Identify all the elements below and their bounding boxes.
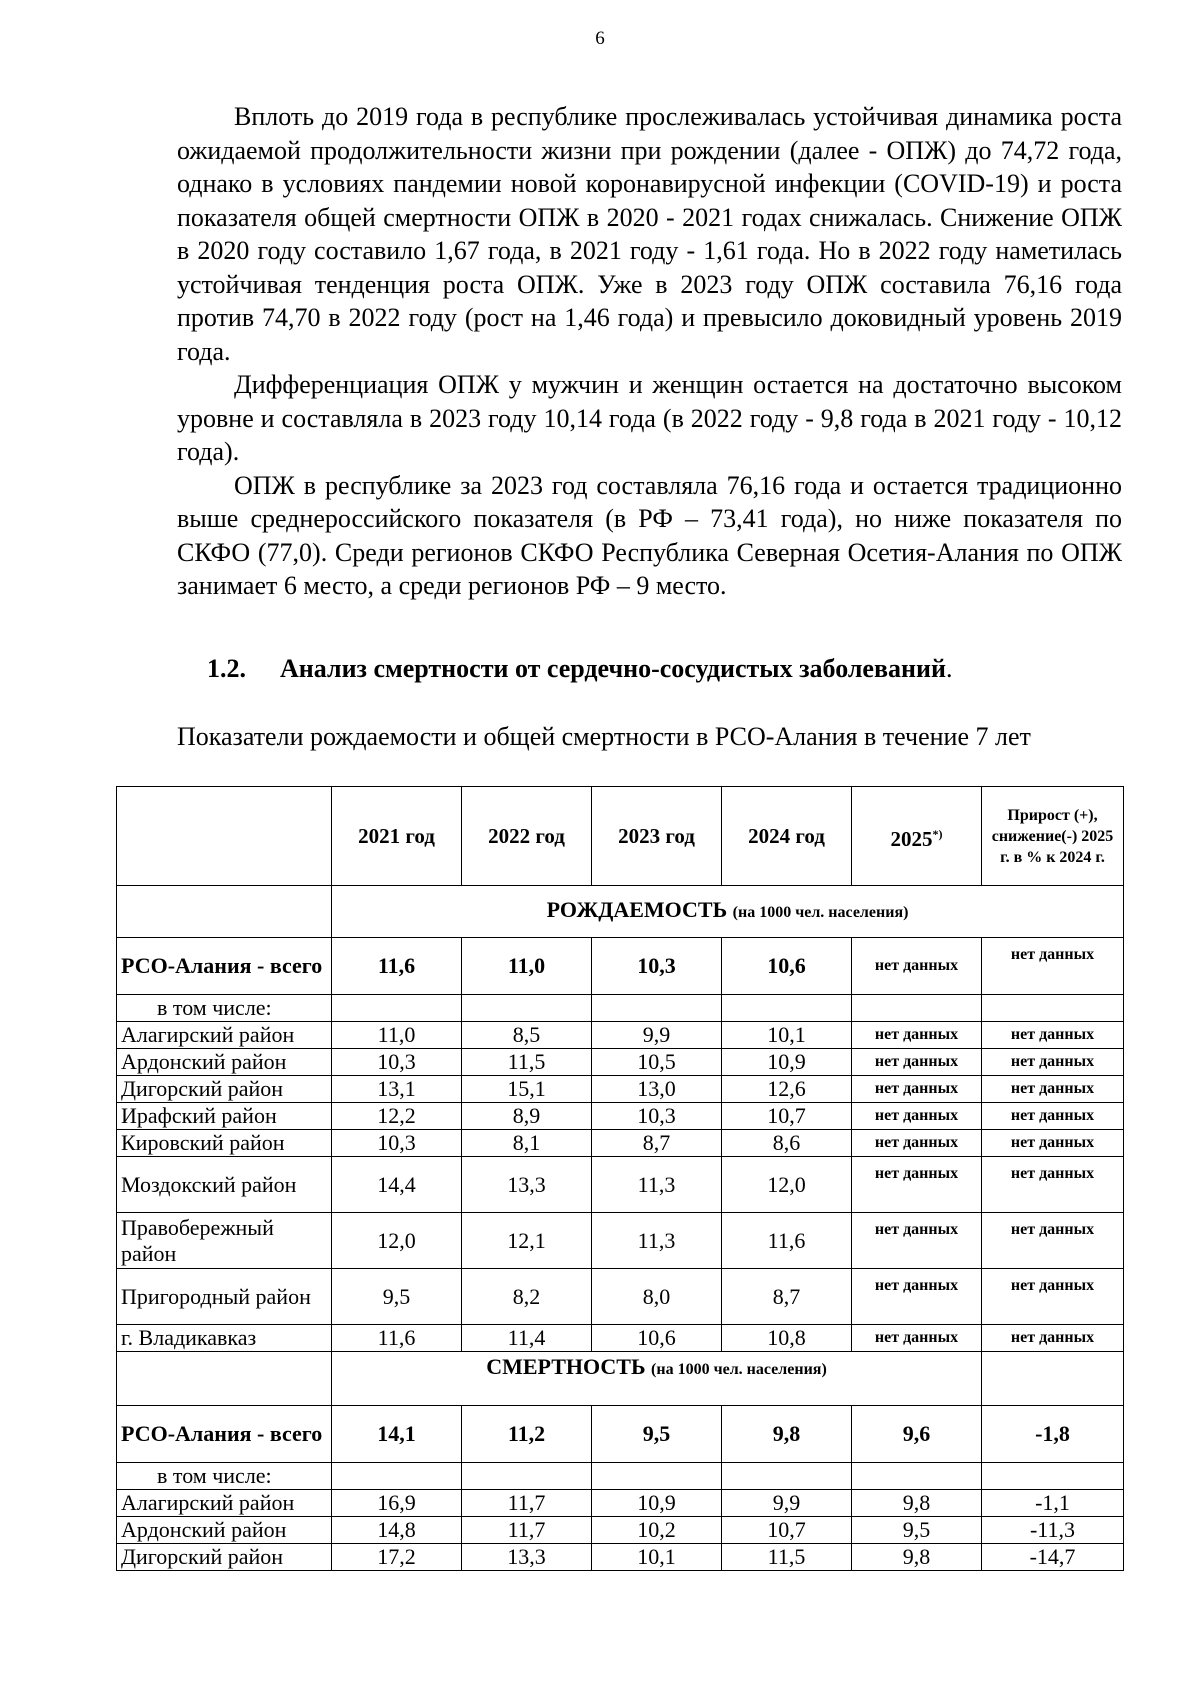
cell-value: 10,1 <box>592 1544 722 1571</box>
no-data-cell: нет данных <box>852 1076 982 1103</box>
cell-value: 11,6 <box>332 938 462 995</box>
page-number: 6 <box>595 28 605 49</box>
row-label: Алагирский район <box>117 1022 332 1049</box>
table-row <box>117 1325 1124 1352</box>
row-label: Ардонский район <box>117 1049 332 1076</box>
cell-value: 11,2 <box>462 1406 592 1463</box>
row-label: Дигорский район <box>117 1076 332 1103</box>
row-label: в том числе: <box>117 1463 332 1490</box>
cell-value: 11,6 <box>722 1213 852 1269</box>
cell-value: 11,3 <box>592 1157 722 1213</box>
table-row <box>117 1517 1124 1544</box>
cell-value: 11,0 <box>332 1022 462 1049</box>
cell-value: 8,5 <box>462 1022 592 1049</box>
birth-section-row <box>117 886 1124 938</box>
cell-value: 11,4 <box>462 1325 592 1352</box>
table-row <box>117 1406 1124 1463</box>
row-label: в том числе: <box>117 995 332 1022</box>
table-row <box>117 1544 1124 1571</box>
cell-value: -11,3 <box>982 1517 1124 1544</box>
body-text <box>177 100 1122 603</box>
cell-value: 10,5 <box>592 1049 722 1076</box>
cell-value: 13,3 <box>462 1157 592 1213</box>
no-data-cell: нет данных <box>982 1213 1124 1269</box>
table-row <box>117 1076 1124 1103</box>
section-title: Анализ смертности от сердечно-сосудистых заболеваний <box>280 654 946 683</box>
header-empty-cell <box>117 787 332 886</box>
table-row <box>117 938 1124 995</box>
empty-cell <box>982 1352 1124 1406</box>
paragraph: Вплоть до 2019 года в республике прослеживалась устойчивая динамика роста ожидаемой продолжительности жизни при рождении (далее - ОПЖ) до 74,72 года, однако в условиях пандемии новой коронавирусной инфекции (COVID-19) и роста показателя общей смертности ОПЖ в 2020 - 2021 годах снижалась. Снижение ОПЖ в 2020 году составило 1,67 года, в 2021 году - 1,61 года. Но в 2022 году наметилась устойчивая тенденция роста ОПЖ. Уже в 2023 году ОПЖ составила 76,16 года против 74,70 в 2022 году (рост на 1,46 года) и превысило доковидный уровень 2019 года. <box>177 102 1122 366</box>
cell-value: 13,3 <box>462 1544 592 1571</box>
cell-value: 12,0 <box>332 1213 462 1269</box>
cell-value: 8,9 <box>462 1103 592 1130</box>
table-row <box>117 1213 1124 1269</box>
no-data-cell: нет данных <box>982 1103 1124 1130</box>
cell-value: 10,3 <box>332 1049 462 1076</box>
birth-section-title <box>332 886 1124 938</box>
no-data-cell: нет данных <box>852 1157 982 1213</box>
no-data-cell: нет данных <box>982 1022 1124 1049</box>
cell-value: 17,2 <box>332 1544 462 1571</box>
header-change: Прирост (+), снижение(-) 2025 г. в % к 2024 г. <box>982 787 1124 886</box>
no-data-cell: нет данных <box>852 1022 982 1049</box>
death-title: СМЕРТНОСТЬ <box>486 1354 646 1379</box>
header-2023: 2023 год <box>592 787 722 886</box>
no-data-cell: нет данных <box>852 938 982 995</box>
cell-value: -1,8 <box>982 1406 1124 1463</box>
header-2024: 2024 год <box>722 787 852 886</box>
no-data-cell: нет данных <box>982 1325 1124 1352</box>
table-row <box>117 1130 1124 1157</box>
cell-value: 11,3 <box>592 1213 722 1269</box>
no-data-cell: нет данных <box>852 1103 982 1130</box>
cell-value: 9,8 <box>852 1490 982 1517</box>
header-2022: 2022 год <box>462 787 592 886</box>
cell-value: 12,6 <box>722 1076 852 1103</box>
row-label: Ардонский район <box>117 1517 332 1544</box>
table-row <box>117 1463 1124 1490</box>
death-section-row <box>117 1352 1124 1406</box>
birth-title: РОЖДАЕМОСТЬ <box>546 897 728 922</box>
paragraph: Дифференциация ОПЖ у мужчин и женщин остается на достаточно высоком уровне и составляла в 2023 году 10,14 года (в 2022 году - 9,8 года в 2021 году - 10,12 года). <box>177 370 1122 466</box>
cell-value: 9,8 <box>852 1544 982 1571</box>
no-data-cell: нет данных <box>982 1076 1124 1103</box>
cell-value: 8,6 <box>722 1130 852 1157</box>
cell-value: 8,0 <box>592 1269 722 1325</box>
cell-value: 13,0 <box>592 1076 722 1103</box>
row-label: Ирафский район <box>117 1103 332 1130</box>
row-label: Алагирский район <box>117 1490 332 1517</box>
cell-value: 10,3 <box>592 1103 722 1130</box>
cell-value: 11,5 <box>462 1049 592 1076</box>
birth-unit: (на 1000 чел. населения) <box>732 904 909 921</box>
statistics-table <box>116 786 1124 1571</box>
section-number: 1.2. <box>207 654 246 683</box>
cell-value: 9,5 <box>852 1517 982 1544</box>
section-heading <box>207 654 952 684</box>
cell-value: 10,7 <box>722 1103 852 1130</box>
table-header-row <box>117 787 1124 886</box>
cell-value: 11,6 <box>332 1325 462 1352</box>
no-data-cell: нет данных <box>982 1269 1124 1325</box>
cell-value: 11,7 <box>462 1517 592 1544</box>
cell-value: 9,9 <box>722 1490 852 1517</box>
table-row <box>117 1490 1124 1517</box>
row-label: РСО-Алания - всего <box>117 1406 332 1463</box>
cell-value: 10,9 <box>592 1490 722 1517</box>
table-row <box>117 1049 1124 1076</box>
table-row <box>117 1103 1124 1130</box>
cell-value: 9,9 <box>592 1022 722 1049</box>
death-section-title <box>332 1352 982 1406</box>
no-data-cell: нет данных <box>982 938 1124 995</box>
cell-value: 16,9 <box>332 1490 462 1517</box>
cell-value: 12,0 <box>722 1157 852 1213</box>
table-row <box>117 1269 1124 1325</box>
row-label: РСО-Алания - всего <box>117 938 332 995</box>
header-2025-footnote: *) <box>932 826 943 841</box>
header-2025-label: 2025 <box>890 826 933 851</box>
cell-value: 10,3 <box>592 938 722 995</box>
cell-value: 10,7 <box>722 1517 852 1544</box>
cell-value: 8,7 <box>722 1269 852 1325</box>
row-label: Пригородный район <box>117 1269 332 1325</box>
no-data-cell: нет данных <box>982 1130 1124 1157</box>
no-data-cell: нет данных <box>852 1130 982 1157</box>
table-row <box>117 1022 1124 1049</box>
cell-value: 11,0 <box>462 938 592 995</box>
cell-value: 14,4 <box>332 1157 462 1213</box>
cell-value: 10,8 <box>722 1325 852 1352</box>
header-2021: 2021 год <box>332 787 462 886</box>
cell-value: 12,2 <box>332 1103 462 1130</box>
table-row <box>117 995 1124 1022</box>
cell-value: 10,3 <box>332 1130 462 1157</box>
cell-value: -1,1 <box>982 1490 1124 1517</box>
cell-value: 12,1 <box>462 1213 592 1269</box>
row-label: Кировский район <box>117 1130 332 1157</box>
cell-value: 15,1 <box>462 1076 592 1103</box>
empty-cell <box>117 886 332 938</box>
no-data-cell: нет данных <box>982 1157 1124 1213</box>
cell-value: 8,7 <box>592 1130 722 1157</box>
cell-value: 10,9 <box>722 1049 852 1076</box>
row-label: г. Владикавказ <box>117 1325 332 1352</box>
death-unit: (на 1000 чел. населения) <box>651 1361 827 1378</box>
no-data-cell: нет данных <box>982 1049 1124 1076</box>
cell-value: 9,5 <box>592 1406 722 1463</box>
section-title-period: . <box>945 654 953 683</box>
cell-value: 10,2 <box>592 1517 722 1544</box>
cell-value: -14,7 <box>982 1544 1124 1571</box>
cell-value: 9,8 <box>722 1406 852 1463</box>
cell-value: 8,1 <box>462 1130 592 1157</box>
empty-cell <box>117 1352 332 1406</box>
row-label: Дигорский район <box>117 1544 332 1571</box>
cell-value: 10,1 <box>722 1022 852 1049</box>
cell-value: 14,1 <box>332 1406 462 1463</box>
cell-value: 8,2 <box>462 1269 592 1325</box>
paragraph: ОПЖ в республике за 2023 год составляла 76,16 года и остается традиционно выше среднероссийского показателя (в РФ – 73,41 года), но ниже показателя по СКФО (77,0). Среди регионов СКФО Республика Северная Осетия-Алания по ОПЖ занимает 6 место, а среди регионов РФ – 9 место. <box>177 470 1122 600</box>
cell-value: 10,6 <box>722 938 852 995</box>
cell-value: 11,7 <box>462 1490 592 1517</box>
no-data-cell: нет данных <box>852 1325 982 1352</box>
no-data-cell: нет данных <box>852 1213 982 1269</box>
header-2025 <box>852 787 982 886</box>
cell-value: 10,6 <box>592 1325 722 1352</box>
no-data-cell: нет данных <box>852 1049 982 1076</box>
row-label: Моздокский район <box>117 1157 332 1213</box>
row-label: Правобережный район <box>117 1213 332 1269</box>
table-caption: Показатели рождаемости и общей смертности в РСО-Алания в течение 7 лет <box>177 722 1031 751</box>
cell-value: 9,5 <box>332 1269 462 1325</box>
table-row <box>117 1157 1124 1213</box>
cell-value: 9,6 <box>852 1406 982 1463</box>
cell-value: 11,5 <box>722 1544 852 1571</box>
no-data-cell: нет данных <box>852 1269 982 1325</box>
cell-value: 13,1 <box>332 1076 462 1103</box>
cell-value: 14,8 <box>332 1517 462 1544</box>
